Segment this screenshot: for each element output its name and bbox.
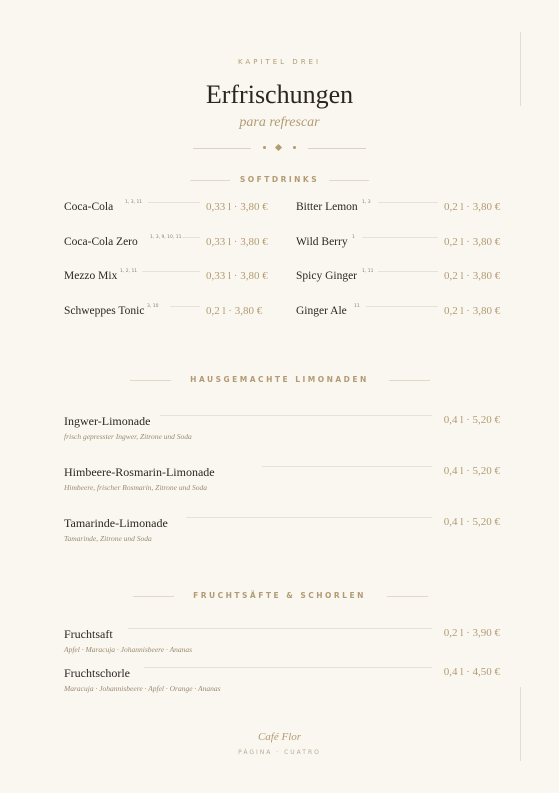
page-title: Erfrischungen [205, 80, 354, 109]
item-allergens: 11 [354, 304, 360, 309]
item-name: Tamarinde-Limonade [64, 516, 168, 530]
menu-item-ginger-ale [296, 305, 500, 321]
item-description: Himbeere, frischer Rosmarin, Zitrone und Soda [64, 483, 207, 492]
menu-item-fruchtsaft [64, 627, 500, 661]
menu-item-coca-cola [64, 200, 268, 217]
item-allergens: 1, 11 [362, 269, 374, 274]
item-description: frisch gepresster Ingwer, Zitrone und Soda [64, 432, 192, 441]
item-allergens: 1, 2, 11 [120, 269, 138, 274]
menu-item-schweppes-tonic [64, 305, 264, 321]
item-name: Coca-Cola Zero [64, 236, 138, 248]
item-price: 0,33 l · 3,80 € [206, 201, 268, 213]
item-price: 0,2 l · 3,80 € [206, 305, 263, 317]
item-price: 0,4 l · 5,20 € [443, 516, 500, 528]
item-price: 0,4 l · 5,20 € [443, 414, 500, 426]
item-price: 0,33 l · 3,80 € [206, 270, 268, 282]
menu-item-mezzo-mix [64, 269, 268, 286]
item-name: Fruchtsaft [64, 627, 113, 641]
item-allergens: 1, 3, 11 [125, 200, 143, 205]
item-description: Tamarinde, Zitrone und Soda [64, 534, 152, 543]
ornament-dot-icon [293, 146, 296, 149]
item-name: Coca-Cola [64, 201, 114, 213]
section-label: SOFTDRINKS [239, 175, 320, 184]
cafe-logo: Café Flor [257, 731, 302, 743]
item-name: Himbeere-Rosmarin-Limonade [64, 465, 215, 479]
section-header-softdrinks [0, 175, 559, 187]
item-price: 0,2 l · 3,80 € [444, 201, 501, 213]
item-description: Maracuja · Johannisbeere · Apfel · Orange · Ananas [64, 684, 221, 693]
menu-item-fruchtschorle [64, 666, 500, 700]
menu-item-coca-cola-zero [64, 235, 268, 252]
menu-item-wild-berry [296, 236, 500, 252]
item-price: 0,2 l · 3,80 € [444, 236, 501, 248]
item-name: Ginger Ale [296, 305, 347, 317]
menu-item-himbeere-rosmarin-limonade [64, 465, 500, 499]
item-allergens: 3, 10 [147, 304, 159, 309]
section-header-saefte [0, 591, 559, 603]
section-label: FRUCHTSÄFTE & SCHORLEN [193, 591, 366, 600]
item-description: Apfel · Maracuja · Johannisbeere · Ananas [64, 645, 193, 654]
page-number: PÁGINA · CUATRO [238, 749, 321, 756]
item-allergens: 1, 3, 9, 10, 11 [150, 235, 182, 240]
item-price: 0,33 l · 3,80 € [206, 236, 268, 248]
section-header-limonaden [0, 375, 559, 387]
page-subtitle: para refrescar [239, 115, 320, 130]
chapter-label: KAPITEL DREI [237, 58, 322, 66]
item-price: 0,2 l · 3,90 € [443, 627, 500, 639]
item-allergens: 1 [352, 235, 355, 240]
menu-item-spicy-ginger [296, 270, 500, 286]
item-price: 0,2 l · 3,80 € [444, 270, 501, 282]
item-allergens: 1, 3 [362, 200, 371, 205]
menu-item-bitter-lemon [296, 201, 500, 217]
ornament-diamond-icon [275, 144, 282, 151]
item-name: Spicy Ginger [296, 270, 358, 282]
item-name: Wild Berry [296, 236, 348, 248]
item-price: 0,4 l · 5,20 € [443, 465, 500, 477]
item-price: 0,4 l · 4,50 € [443, 666, 500, 678]
ornament-dot-icon [263, 146, 266, 149]
section-label: HAUSGEMACHTE LIMONADEN [190, 375, 369, 384]
item-name: Ingwer-Limonade [64, 414, 151, 428]
menu-item-tamarinde-limonade [64, 516, 500, 550]
item-price: 0,2 l · 3,80 € [444, 305, 501, 317]
ornament-divider [193, 143, 366, 153]
item-name: Schweppes Tonic [64, 305, 145, 317]
item-name: Mezzo Mix [64, 270, 118, 282]
item-name: Bitter Lemon [296, 201, 358, 213]
menu-item-ingwer-limonade [64, 414, 500, 448]
item-name: Fruchtschorle [64, 666, 130, 680]
